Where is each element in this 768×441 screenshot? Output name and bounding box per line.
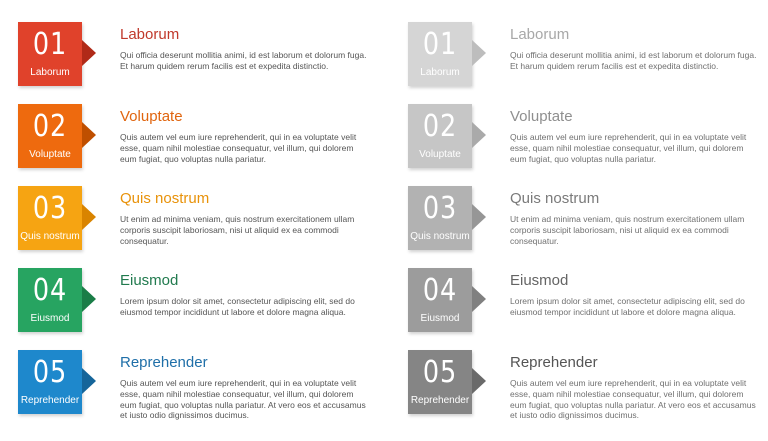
arrow-icon: [82, 204, 96, 230]
list-item: [18, 268, 378, 332]
item-title: Voluptate: [120, 108, 183, 125]
item-description: Ut enim ad minima veniam, quis nostrum exercitationem ullam corporis suscipit laboriosam, nisi ut aliquid ex ea commodi consequatur.: [120, 214, 355, 246]
number-box: [18, 186, 82, 250]
item-description: Quis autem vel eum iure reprehenderit, qui in ea voluptate velit esse, quam nihil molestiae consequatur, vel illum, qui dolorem eum fugiat, quo voluptas nulla pariatur. At vero eos et accusamus et iusto odio dignissimos ducimus.: [510, 378, 756, 421]
item-number: 01: [32, 27, 68, 62]
list-item: [408, 104, 768, 168]
item-box-label: Reprehender: [410, 395, 470, 406]
item-box-label: Laborum: [420, 67, 460, 78]
item-number: 02: [32, 109, 68, 144]
arrow-icon: [82, 40, 96, 66]
item-number: 03: [32, 191, 68, 226]
item-box-label: Eiusmod: [420, 313, 460, 324]
number-box: [408, 22, 472, 86]
arrow-icon: [82, 368, 96, 394]
number-box: [408, 268, 472, 332]
number-box: [18, 22, 82, 86]
number-box: [18, 268, 82, 332]
item-title: Eiusmod: [510, 272, 569, 289]
item-title: Eiusmod: [120, 272, 179, 289]
list-item: [408, 350, 768, 421]
item-number: 04: [32, 273, 68, 308]
number-box: [408, 104, 472, 168]
item-title: Quis nostrum: [510, 190, 600, 207]
arrow-icon: [472, 286, 486, 312]
right-column: [390, 0, 768, 441]
item-box-label: Quis nostrum: [20, 231, 80, 242]
number-box: [18, 350, 82, 414]
item-description: Lorem ipsum dolor sit amet, consectetur adipiscing elit, sed do eiusmod tempor incididunt ut labore et dolore magna aliqua.: [120, 296, 355, 317]
item-number: 05: [32, 355, 68, 390]
item-number: 03: [422, 191, 458, 226]
list-item: [408, 186, 768, 250]
item-description: Qui officia deserunt mollitia animi, id est laborum et dolorum fuga. Et harum quidem rerum facilis est et expedita distinctio.: [120, 50, 367, 71]
item-box-label: Voluptate: [29, 149, 71, 160]
list-item: [18, 186, 378, 250]
item-box-label: Eiusmod: [30, 313, 70, 324]
item-title: Quis nostrum: [120, 190, 210, 207]
item-number: 02: [422, 109, 458, 144]
list-item: [18, 22, 378, 86]
item-box-label: Voluptate: [419, 149, 461, 160]
item-description: Quis autem vel eum iure reprehenderit, qui in ea voluptate velit esse, quam nihil molestiae consequatur, vel illum, qui dolorem eum fugiat, quo voluptas nulla pariatur.: [120, 132, 357, 164]
item-description: Quis autem vel eum iure reprehenderit, qui in ea voluptate velit esse, quam nihil molestiae consequatur, vel illum, qui dolorem eum fugiat, quo voluptas nulla pariatur.: [510, 132, 747, 164]
list-item: [18, 104, 378, 168]
number-box: [408, 350, 472, 414]
arrow-icon: [472, 368, 486, 394]
item-title: Reprehender: [510, 354, 598, 371]
item-title: Laborum: [120, 26, 180, 43]
arrow-icon: [82, 122, 96, 148]
number-box: [18, 104, 82, 168]
item-number: 05: [422, 355, 458, 390]
item-description: Lorem ipsum dolor sit amet, consectetur adipiscing elit, sed do eiusmod tempor incididunt ut labore et dolore magna aliqua.: [510, 296, 745, 317]
item-number: 04: [422, 273, 458, 308]
arrow-icon: [472, 204, 486, 230]
number-box: [408, 186, 472, 250]
list-item: [18, 350, 378, 421]
item-description: Ut enim ad minima veniam, quis nostrum exercitationem ullam corporis suscipit laboriosam, nisi ut aliquid ex ea commodi consequatur.: [510, 214, 745, 246]
item-box-label: Laborum: [30, 67, 70, 78]
item-box-label: Quis nostrum: [410, 231, 470, 242]
item-title: Voluptate: [510, 108, 573, 125]
arrow-icon: [472, 122, 486, 148]
item-title: Reprehender: [120, 354, 208, 371]
arrow-icon: [472, 40, 486, 66]
list-item: [408, 268, 768, 332]
item-title: Laborum: [510, 26, 570, 43]
list-item: [408, 22, 768, 86]
item-box-label: Reprehender: [20, 395, 80, 406]
item-description: Quis autem vel eum iure reprehenderit, qui in ea voluptate velit esse, quam nihil molestiae consequatur, vel illum, qui dolorem eum fugiat, quo voluptas nulla pariatur. At vero eos et accusamus et iusto odio dignissimos ducimus.: [120, 378, 366, 421]
item-description: Qui officia deserunt mollitia animi, id est laborum et dolorum fuga. Et harum quidem rerum facilis est et expedita distinctio.: [510, 50, 757, 71]
arrow-icon: [82, 286, 96, 312]
item-number: 01: [422, 27, 458, 62]
